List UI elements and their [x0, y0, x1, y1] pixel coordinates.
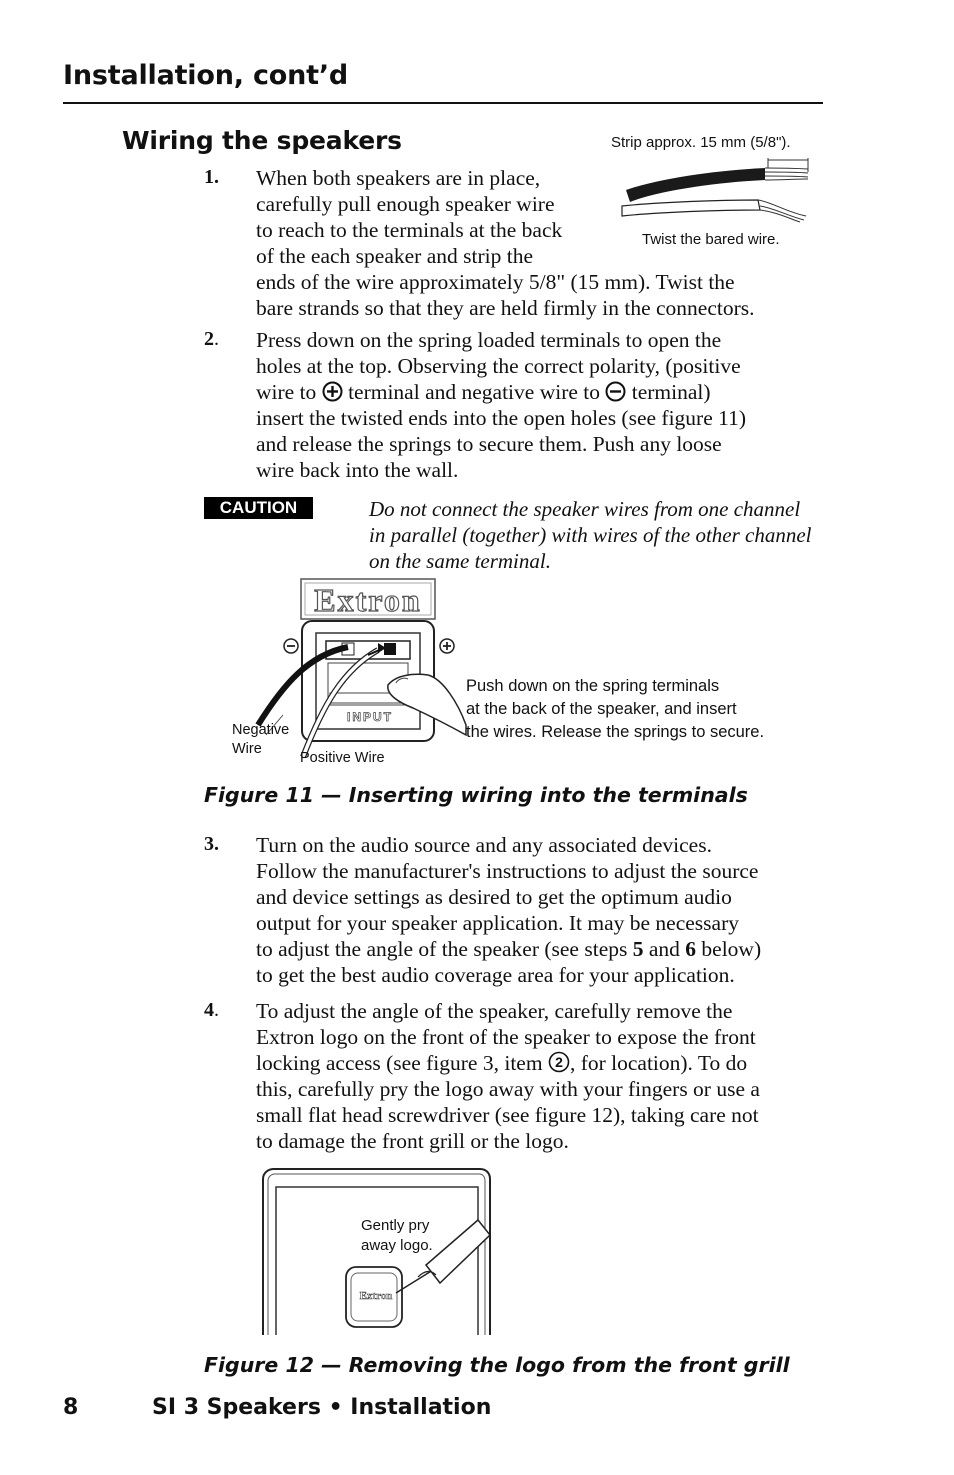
caution-badge: CAUTION [204, 497, 313, 519]
pry-callout-line: Gently pry [361, 1217, 430, 1234]
step-3-line: Turn on the audio source and any associated devices. [256, 833, 712, 857]
step-2-line: Press down on the spring loaded terminals to open the [256, 328, 722, 352]
step-2-number: 2. [204, 328, 219, 350]
step-3-line: output for your speaker application. It may be necessary [256, 911, 739, 935]
step-4-line: locking access (see figure 3, item 2 , for location). To do [256, 1051, 748, 1075]
step-1-number: 1. [204, 166, 219, 188]
step-1-line: of the each speaker and strip the [256, 244, 533, 268]
step-4-number: 4. [204, 999, 219, 1021]
caution-line: Do not connect the speaker wires from one channel [369, 497, 801, 521]
plus-symbol-icon [440, 639, 454, 653]
step-3-number: 3. [204, 833, 219, 855]
footer-title: SI 3 Speakers • Installation [152, 1395, 492, 1420]
step-4-line: Extron logo on the front of the speaker to expose the front [256, 1025, 756, 1049]
figure11-callout-line: the wires. Release the springs to secure. [466, 723, 765, 741]
step-2-line: and release the springs to secure them. Push any loose [256, 432, 722, 456]
extron-logo-text: Extron [314, 582, 422, 618]
step-2-line: holes at the top. Observing the correct polarity, (positive [256, 354, 741, 378]
step-4-line: to damage the front grill or the logo. [256, 1129, 569, 1153]
caution-line: on the same terminal. [369, 549, 551, 573]
step-2-line: wire back into the wall. [256, 458, 459, 482]
svg-text:2: 2 [555, 1054, 563, 1070]
step-1-line: ends of the wire approximately 5/8" (15 mm). Twist the [256, 270, 735, 294]
step-4-line: small flat head screwdriver (see figure 12), taking care not [256, 1103, 759, 1127]
section-title: Installation, cont’d [63, 60, 349, 91]
input-label: INPUT [347, 710, 393, 724]
step-4-line: this, carefully pry the logo away with your fingers or use a [256, 1077, 760, 1101]
step-1-line: bare strands so that they are held firmly in the connectors. [256, 296, 755, 320]
twist-label: Twist the bared wire. [642, 231, 780, 248]
step-3-line: Follow the manufacturer's instructions to adjust the source [256, 859, 759, 883]
figure11-callout-line: Push down on the spring terminals [466, 677, 720, 695]
step-1-line: to reach to the terminals at the back [256, 218, 563, 242]
terminal-figure [228, 575, 468, 775]
step-2-line: wire to terminal and negative wire to terminal) [256, 380, 711, 404]
strip-wire-figure [600, 150, 820, 225]
subsection-title: Wiring the speakers [122, 126, 402, 155]
step-1-line: When both speakers are in place, [256, 166, 541, 190]
grill-logo-text: Extron [359, 1290, 393, 1302]
step-4-line: To adjust the angle of the speaker, carefully remove the [256, 999, 733, 1023]
step-1-line: carefully pull enough speaker wire [256, 192, 555, 216]
item-number-icon [548, 1051, 570, 1073]
caution-line: in parallel (together) with wires of the other channel [369, 523, 812, 547]
step-3-line: to adjust the angle of the speaker (see steps 5 and 6 below) [256, 937, 762, 961]
negative-wire-label: Negative [232, 722, 290, 738]
minus-terminal-icon [605, 381, 626, 402]
negative-wire-label: Wire [232, 741, 262, 757]
figure11-caption: Figure 11 — Inserting wiring into the terminals [204, 783, 748, 807]
plus-terminal-icon [322, 381, 343, 402]
page-number: 8 [63, 1395, 79, 1420]
title-rule [63, 102, 823, 104]
strip-label: Strip approx. 15 mm (5/8"). [611, 134, 791, 151]
figure12-caption: Figure 12 — Removing the logo from the front grill [204, 1353, 790, 1377]
figure11-callout-line: at the back of the speaker, and insert [466, 700, 737, 718]
pry-callout-line: away logo. [361, 1237, 433, 1254]
positive-wire-label: Positive Wire [300, 750, 385, 766]
step-3-line: to get the best audio coverage area for your application. [256, 963, 735, 987]
minus-symbol-icon [284, 639, 298, 653]
step-3-line: and device settings as desired to get the optimum audio [256, 885, 732, 909]
step-2-line: insert the twisted ends into the open holes (see figure 11) [256, 406, 746, 430]
